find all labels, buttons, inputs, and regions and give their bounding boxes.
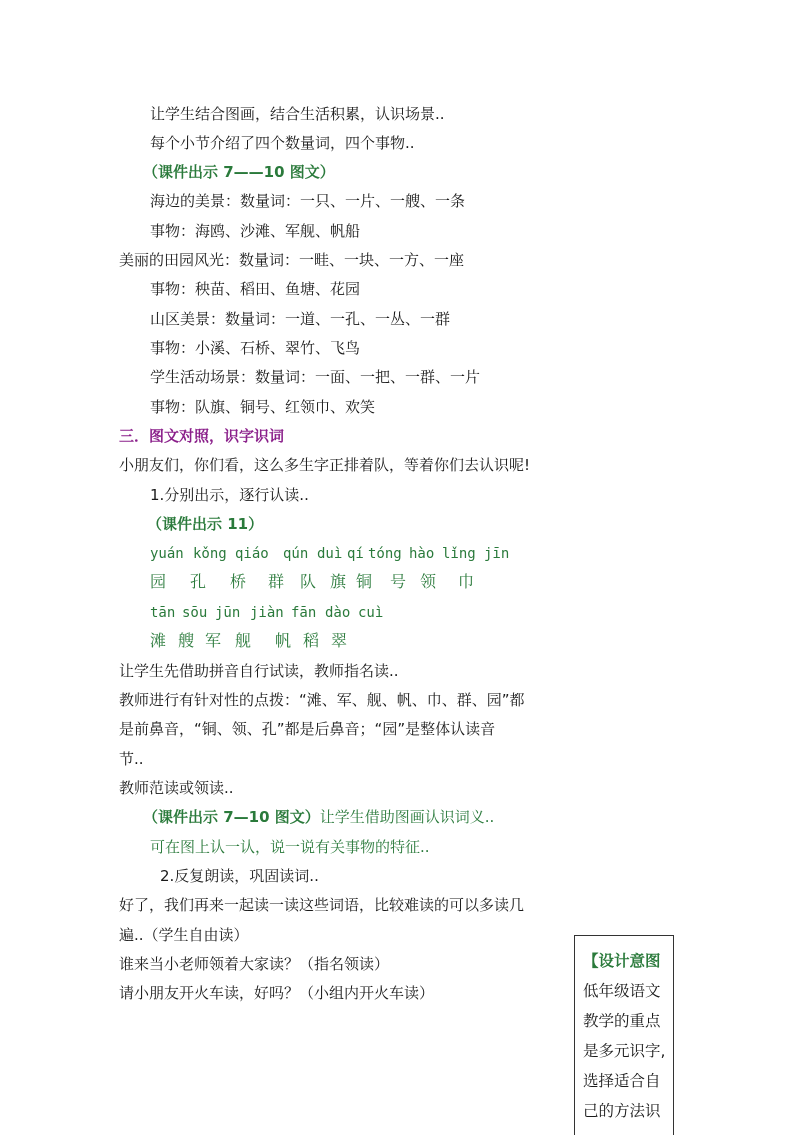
hanzi: 舰 xyxy=(235,631,252,650)
text-line: 每个小节介绍了四个数量词，四个事物.. xyxy=(150,134,415,152)
pinyin: jiàn xyxy=(250,605,284,621)
section-heading: 三．图文对照，识字识词 xyxy=(119,427,285,445)
hanzi: 桥 xyxy=(230,572,247,591)
pinyin: cuì xyxy=(358,605,384,621)
text-line: 1.分别出示，逐行认读.. xyxy=(150,486,309,504)
text-line: 教师范读或领读.. xyxy=(119,779,234,797)
courseware-line xyxy=(143,807,494,827)
pinyin-row-1 xyxy=(150,544,514,564)
hanzi: 群 xyxy=(268,572,285,591)
sidebox-line: 是多元识字, xyxy=(583,1042,666,1060)
hanzi: 滩 xyxy=(150,631,167,650)
courseware-note: （课件出示 11） xyxy=(147,515,264,533)
hanzi: 铜 xyxy=(356,572,373,591)
hanzi: 园 xyxy=(150,572,167,591)
hanzi: 孔 xyxy=(190,572,207,591)
text-line: 让学生结合图画，结合生活积累，认识场景.. xyxy=(150,105,445,123)
pinyin: qiáo xyxy=(235,546,269,562)
hanzi: 艘 xyxy=(178,631,195,650)
pinyin: lǐng xyxy=(442,546,476,562)
pinyin: hào xyxy=(409,546,435,562)
hanzi: 稻 xyxy=(303,631,320,650)
text-line: 谁来当小老师领着大家读？（指名领读） xyxy=(119,955,390,973)
hanzi: 队 xyxy=(300,572,317,591)
text-line: 事物：海鸥、沙滩、军舰、帆船 xyxy=(150,222,361,240)
text-line: 小朋友们，你们看，这么多生字正排着队，等着你们去认识呢! xyxy=(119,456,531,474)
sidebox-line: 己的方法识 xyxy=(583,1102,661,1120)
pinyin: fān xyxy=(291,605,317,621)
text-line: 教师进行有针对性的点拨：“滩、军、舰、帆、巾、群、园”都 xyxy=(119,691,525,709)
text-line: 山区美景：数量词：一道、一孔、一丛、一群 xyxy=(150,310,451,328)
text-line: 事物：小溪、石桥、翠竹、飞鸟 xyxy=(150,339,361,357)
text-line: 2.反复朗读，巩固读词.. xyxy=(160,867,319,885)
text-line: 是前鼻音，“铜、领、孔”都是后鼻音；“园”是整体认读音 xyxy=(119,720,496,738)
text-line: 美丽的田园风光：数量词：一畦、一块、一方、一座 xyxy=(119,251,465,269)
hanzi-row-1 xyxy=(150,571,482,593)
pinyin: duì xyxy=(317,546,343,562)
sidebox-line: 选择适合自 xyxy=(583,1072,661,1090)
hanzi: 翠 xyxy=(331,631,348,650)
hanzi: 号 xyxy=(390,572,407,591)
pinyin: yuán xyxy=(150,546,184,562)
pinyin: qún xyxy=(283,546,309,562)
design-intent-box xyxy=(574,935,674,1135)
text-line: 让学生借助图画认识词义.. xyxy=(319,808,495,826)
pinyin: sōu xyxy=(182,605,208,621)
text-line: 事物：队旗、铜号、红领巾、欢笑 xyxy=(150,398,376,416)
text-line: 事物：秧苗、稻田、鱼塘、花园 xyxy=(150,280,361,298)
hanzi: 帆 xyxy=(275,631,292,650)
text-line: 可在图上认一认，说一说有关事物的特征.. xyxy=(150,838,430,856)
sidebox-line: 低年级语文 xyxy=(583,982,661,1000)
pinyin-row-2 xyxy=(150,603,388,623)
pinyin: tān xyxy=(150,605,176,621)
hanzi-row-2 xyxy=(150,630,355,652)
pinyin: qí xyxy=(347,546,364,562)
text-line: 请小朋友开火车读，好吗？（小组内开火车读） xyxy=(119,984,435,1002)
text-line: 学生活动场景：数量词：一面、一把、一群、一片 xyxy=(150,368,481,386)
pinyin: dào xyxy=(325,605,351,621)
hanzi: 领 xyxy=(420,572,437,591)
pinyin: jūn xyxy=(215,605,241,621)
hanzi: 巾 xyxy=(458,572,475,591)
courseware-note: （课件出示 7—10 图文） xyxy=(143,808,320,826)
text-line: 好了，我们再来一起读一读这些词语，比较难读的可以多读几 xyxy=(119,896,525,914)
sidebox-line: 教学的重点 xyxy=(583,1012,661,1030)
courseware-note: （课件出示 7——10 图文） xyxy=(143,163,335,181)
pinyin: kǒng xyxy=(193,546,227,562)
text-line: 让学生先借助拼音自行试读，教师指名读.. xyxy=(119,662,399,680)
text-line: 遍..（学生自由读） xyxy=(119,926,249,944)
text-line: 海边的美景：数量词：一只、一片、一艘、一条 xyxy=(150,192,466,210)
sidebox-line: 【设计意图 xyxy=(583,952,661,970)
pinyin: tóng xyxy=(368,546,402,562)
text-line: 节.. xyxy=(119,750,144,768)
hanzi: 军 xyxy=(205,631,222,650)
pinyin: jīn xyxy=(484,546,510,562)
hanzi: 旗 xyxy=(330,572,347,591)
